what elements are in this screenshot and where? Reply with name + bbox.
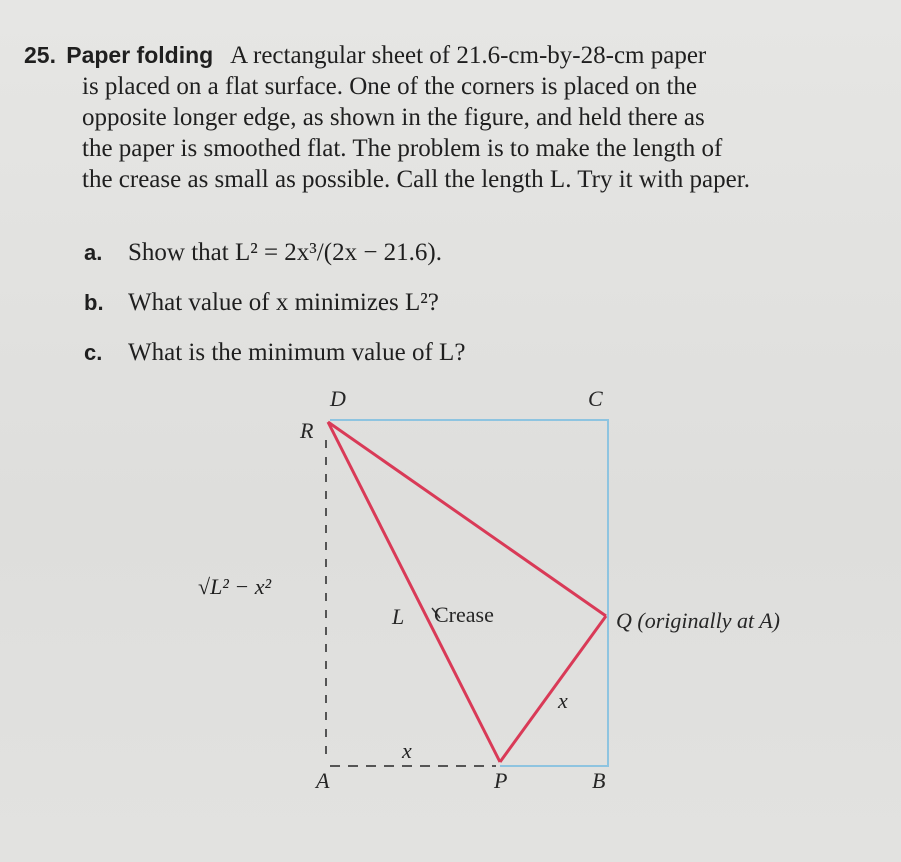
folded-bottom-edge <box>500 616 606 762</box>
problem-line-2: is placed on a flat surface. One of the corners is placed on the <box>82 73 698 100</box>
label-x-bottom: x <box>402 738 412 763</box>
label-L: L <box>392 604 405 629</box>
problem-number: 25. <box>24 42 56 68</box>
part-b-text: What value of x minimizes L²? <box>128 289 439 316</box>
label-D: D <box>330 386 346 411</box>
problem-line-1: A rectangular sheet of 21.6-cm-by-28-cm paper <box>230 42 707 69</box>
crease-line <box>328 422 500 762</box>
problem-line-3: opposite longer edge, as shown in the figure, and held there as <box>82 104 705 131</box>
part-a-letter: a. <box>84 240 103 265</box>
part-c-letter: c. <box>84 340 103 365</box>
label-P: P <box>494 768 508 793</box>
label-B: B <box>592 768 606 793</box>
label-R: R <box>300 418 314 443</box>
label-x-side: x <box>558 688 568 713</box>
part-b-letter: b. <box>84 290 104 315</box>
problem-line-5: the crease as small as possible. Call the length L. Try it with paper. <box>82 166 750 193</box>
label-crease: Crease <box>434 602 494 627</box>
part-c-text: What is the minimum value of L? <box>128 339 466 366</box>
label-Q: Q (originally at A) <box>616 608 780 633</box>
label-A: A <box>316 768 330 793</box>
label-C: C <box>588 386 603 411</box>
paper-edge <box>330 420 608 766</box>
label-sqrt-expression: √L² − x² <box>198 574 272 599</box>
problem-title: Paper folding <box>66 42 214 68</box>
folded-top-edge <box>328 422 606 616</box>
part-a-text: Show that L² = 2x³/(2x − 21.6). <box>128 239 443 266</box>
problem-line-4: the paper is smoothed flat. The problem is to make the length of <box>82 135 723 162</box>
